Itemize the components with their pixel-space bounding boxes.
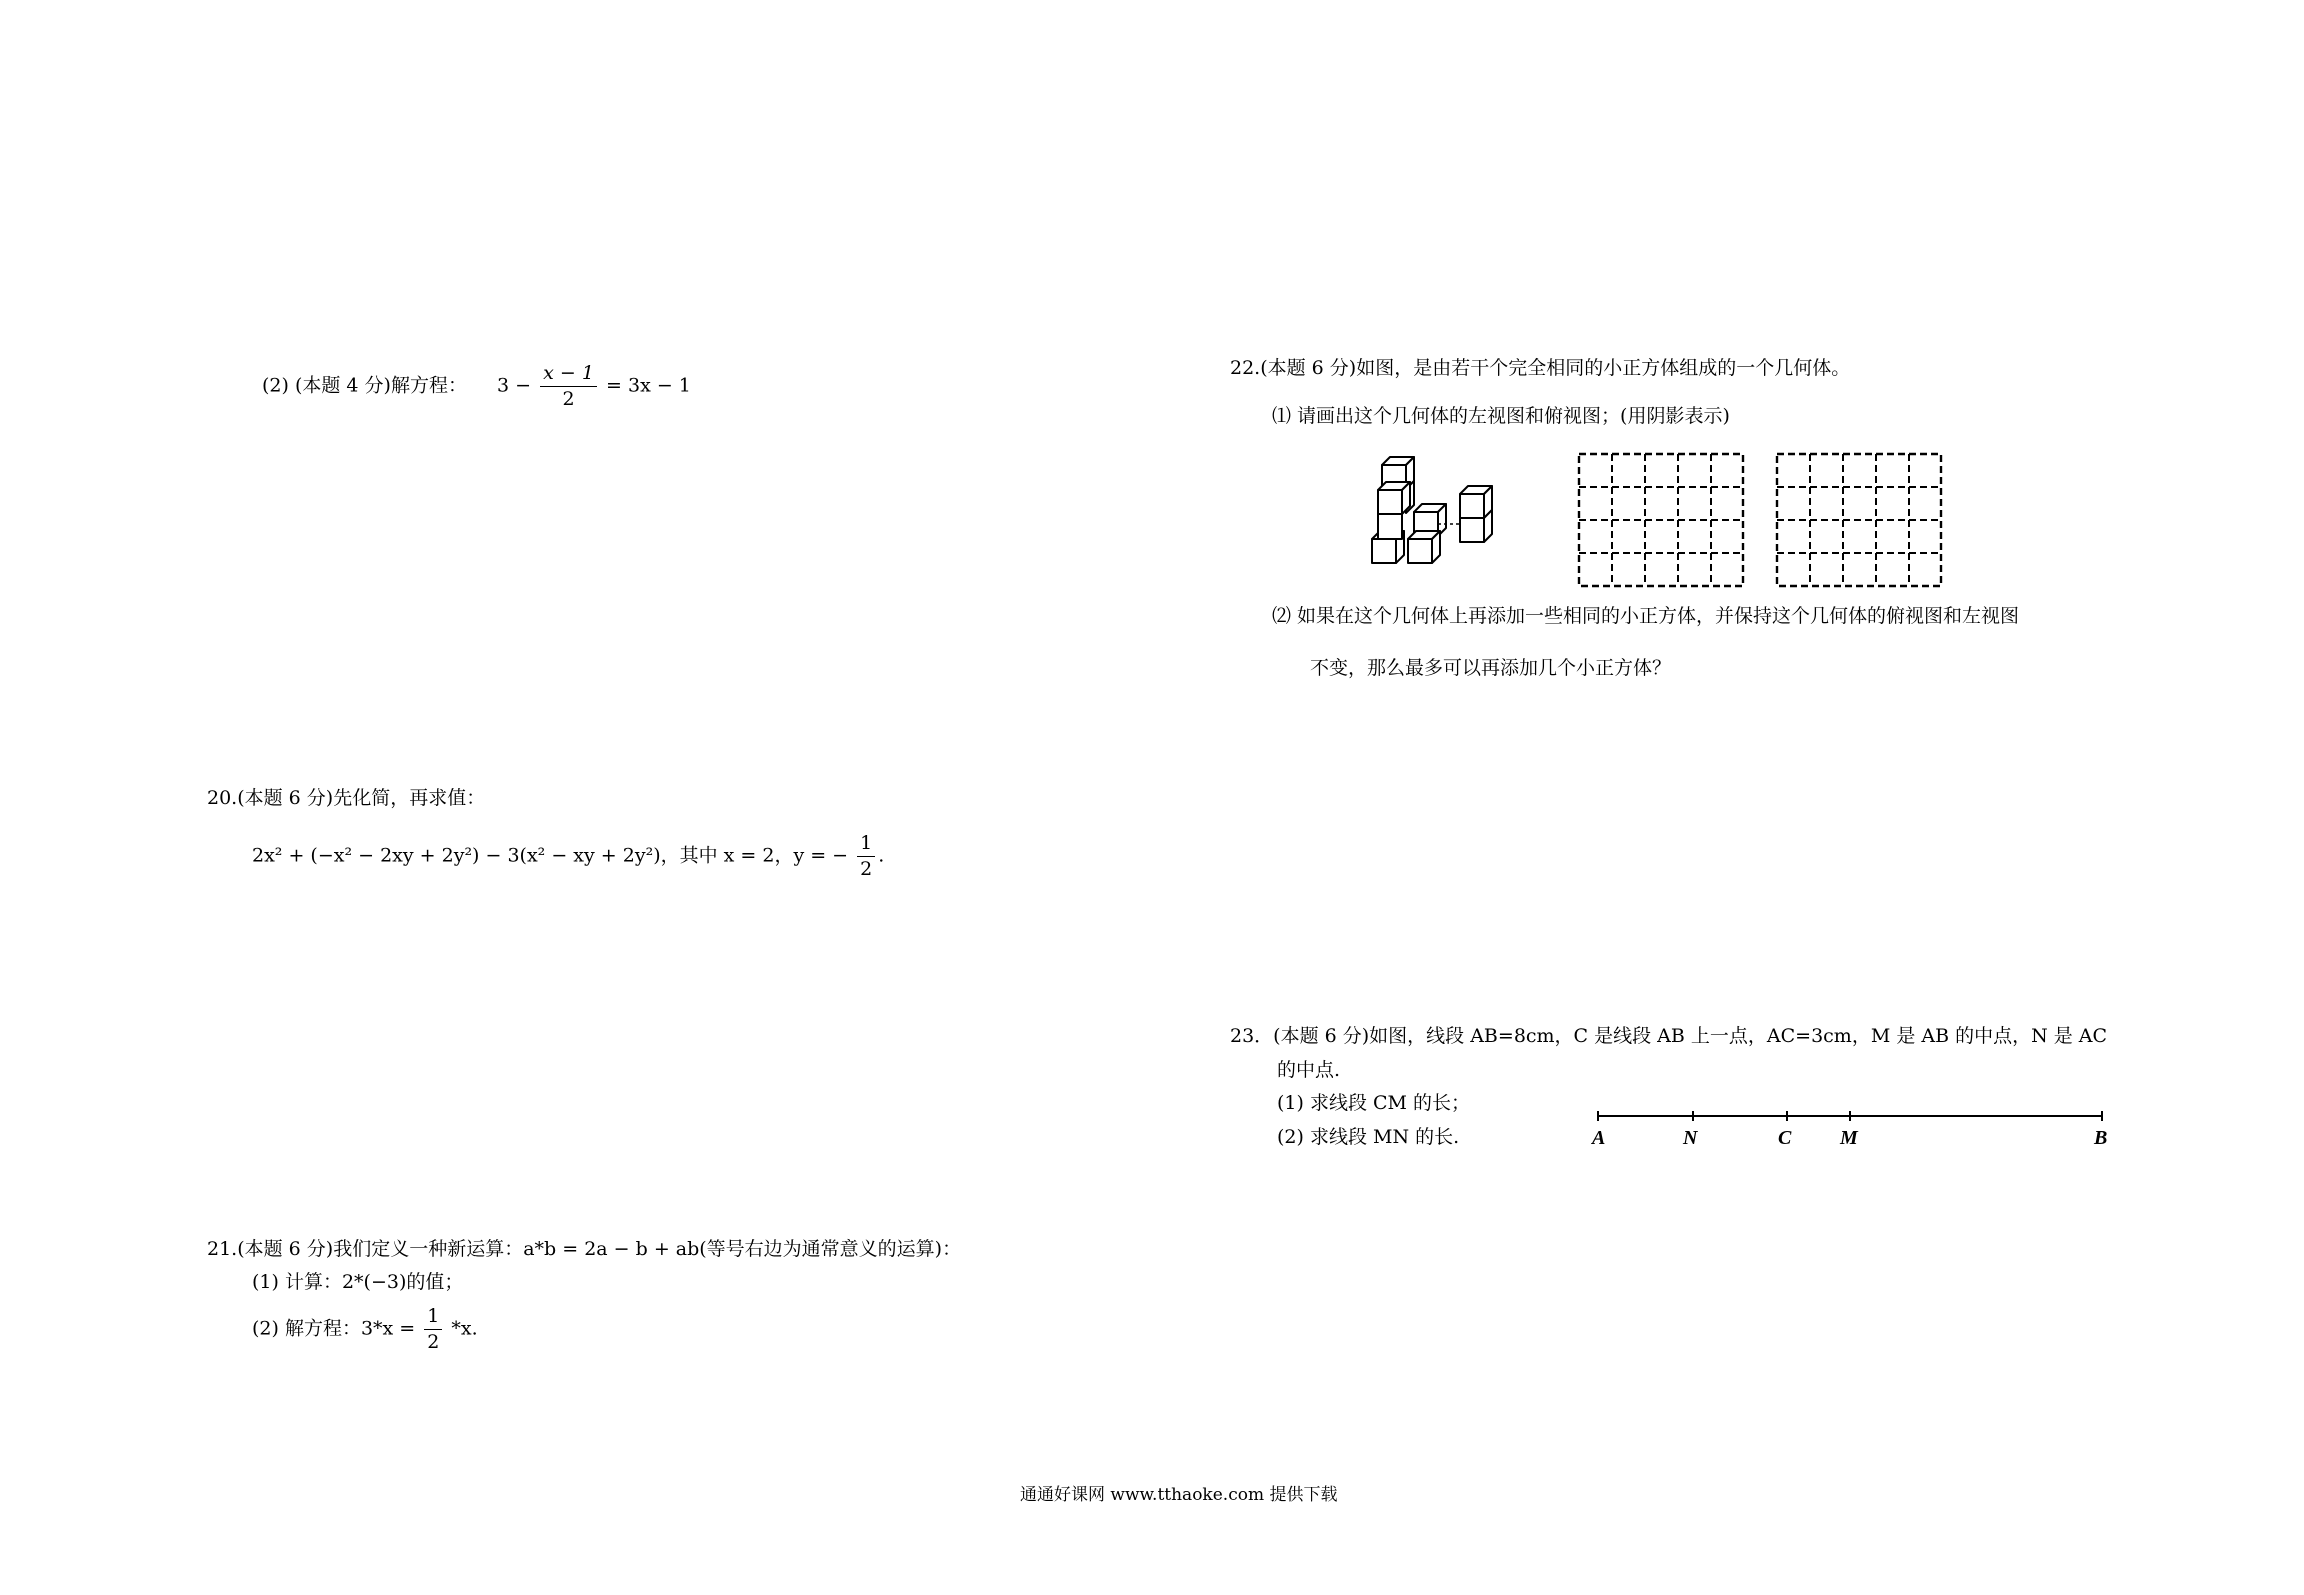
- q23-title-line2: 的中点.: [1277, 1059, 1341, 1081]
- cube-mid-top: [1378, 482, 1410, 514]
- q19-part2-label: (2) (本题 4 分)解方程：: [262, 374, 467, 397]
- q22-part1: ⑴ 请画出这个几何体的左视图和俯视图；(用阴影表示): [1272, 405, 1730, 427]
- segment-figure: [1590, 1102, 2110, 1152]
- cube-solid-figure: [1370, 448, 1520, 588]
- page-footer: 通通好课网 www.tthaoke.com 提供下载: [1020, 1485, 1338, 1505]
- q21-part2-prefix: (2) 解方程：3*x =: [252, 1317, 416, 1340]
- point-label-n: N: [1683, 1127, 1698, 1149]
- q20-frac-denominator: 2: [860, 857, 873, 880]
- q21-fraction: [424, 1305, 442, 1354]
- cube-right-top: [1460, 486, 1492, 518]
- q21-title: 21.(本题 6 分)我们定义一种新运算：a*b = 2a − b + ab(等号右边为通常意义的运算)：: [207, 1238, 962, 1260]
- q20-expression-text: 2x² + (−x² − 2xy + 2y²) − 3(x² − xy + 2y²)，其中 x = 2，y = −: [252, 844, 849, 867]
- q23-part1: (1) 求线段 CM 的长；: [1277, 1092, 1471, 1114]
- q22-part2-line1: ⑵ 如果在这个几何体上再添加一些相同的小正方体，并保持这个几何体的俯视图和左视图: [1272, 605, 2020, 627]
- q20-frac-numerator: 1: [857, 832, 875, 857]
- point-label-c: C: [1778, 1127, 1792, 1149]
- q20-expression: [252, 832, 884, 881]
- q19-part2: [262, 362, 691, 411]
- q21-part2: [252, 1305, 478, 1354]
- q20-fraction: [857, 832, 875, 881]
- q21-part1: (1) 计算：2*(−3)的值；: [252, 1271, 464, 1293]
- point-label-m: M: [1840, 1127, 1858, 1149]
- q23-title-line1: 23．(本题 6 分)如图，线段 AB=8cm，C 是线段 AB 上一点，AC=3cm，M 是 AB 的中点，N 是 AC: [1230, 1025, 2108, 1047]
- cube-mid-bottom: [1378, 514, 1402, 539]
- grid-left-view: [1577, 452, 1747, 592]
- q22-part2-line2: 不变，那么最多可以再添加几个小正方体？: [1310, 657, 1672, 679]
- q19-equation-lhs: 3 −: [497, 374, 532, 397]
- q20-title: 20.(本题 6 分)先化简，再求值：: [207, 787, 486, 809]
- q20-period: .: [878, 844, 885, 867]
- q19-frac-numerator: x − 1: [540, 362, 597, 387]
- cube-bottom-2: [1408, 531, 1440, 563]
- q22-title: 22.(本题 6 分)如图，是由若干个完全相同的小正方体组成的一个几何体。: [1230, 357, 1851, 379]
- q23-part2: (2) 求线段 MN 的长.: [1277, 1126, 1460, 1148]
- q19-fraction: [540, 362, 597, 411]
- q19-frac-denominator: 2: [562, 387, 575, 410]
- q21-frac-denominator: 2: [427, 1330, 440, 1353]
- grid-top-view: [1775, 452, 1945, 592]
- q21-frac-numerator: 1: [424, 1305, 442, 1330]
- q21-part2-suffix: *x.: [451, 1317, 478, 1340]
- q19-equation-rhs: = 3x − 1: [606, 374, 691, 397]
- point-label-a: A: [1592, 1127, 1606, 1149]
- point-label-b: B: [2094, 1127, 2108, 1149]
